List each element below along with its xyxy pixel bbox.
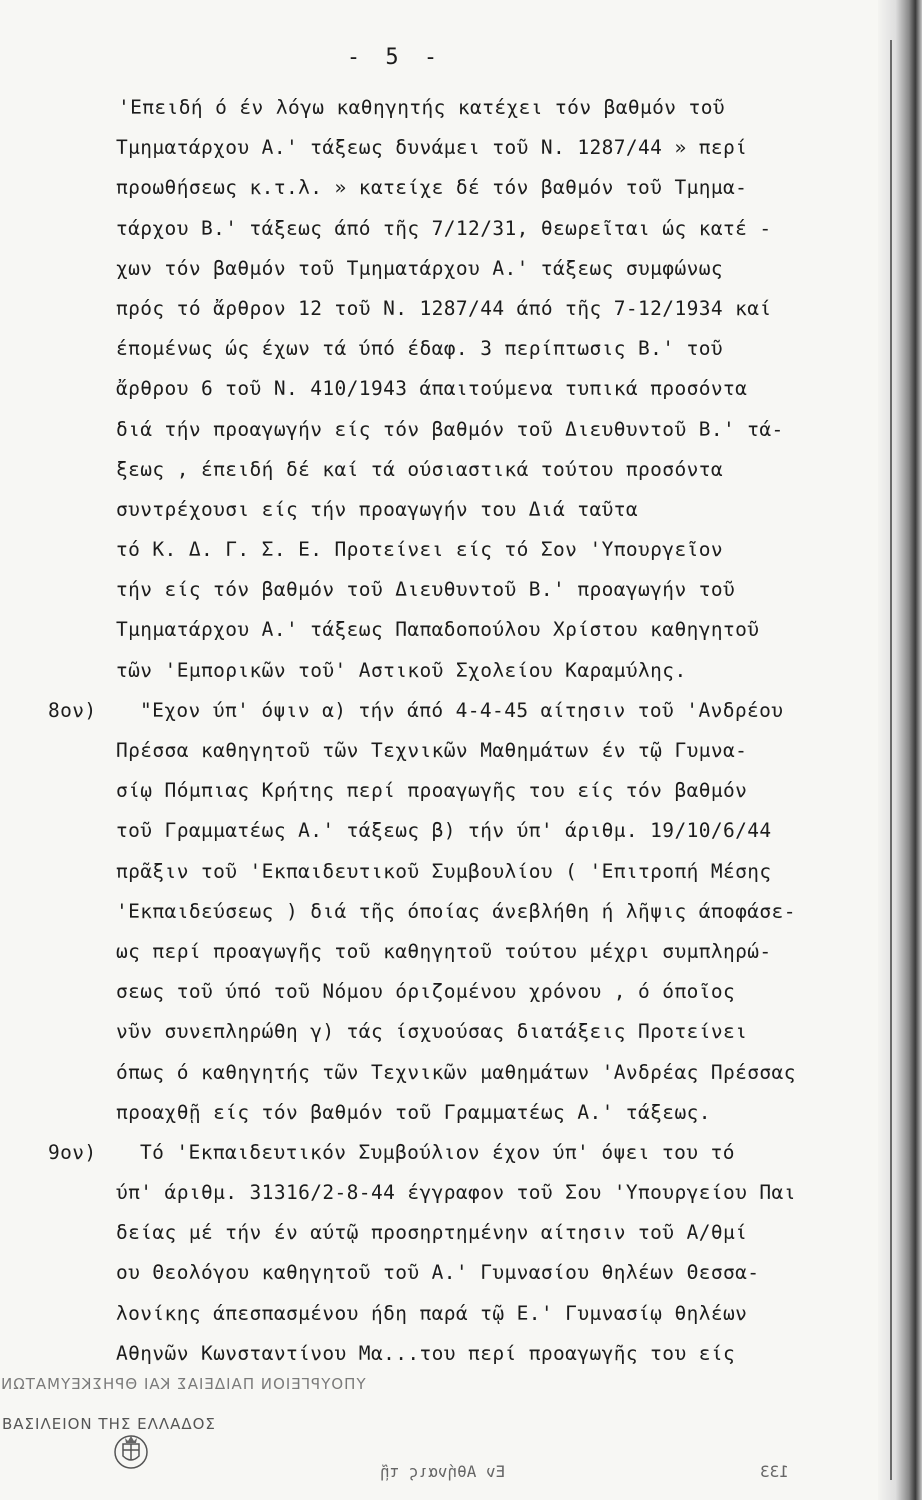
text-line	[48, 329, 878, 369]
text-line	[48, 1294, 878, 1334]
text-line	[48, 289, 878, 329]
line-text: διά τήν προαγωγήν είς τόν βαθμόν τοῦ Διευθυντοῦ Β.' τά-	[116, 417, 784, 441]
line-text: Πρέσσα καθηγητοῦ τῶν Τεχνικῶν Μαθημάτων έν τῷ Γυμνα-	[116, 739, 748, 762]
line-text: Τμηματάρχου Α.' τάξεως Παπαδοπούλου Χρίστου καθηγητοῦ	[116, 618, 760, 642]
text-line	[48, 410, 878, 450]
page-number: - 5 -	[346, 45, 444, 70]
text-line	[48, 209, 878, 249]
line-text: ου Θεολόγου καθηγητοῦ τοῦ Α.' Γυμνασίου θηλέων Θεσσα-	[116, 1261, 760, 1285]
line-text: νῦν συνεπληρώθη γ) τάς ίσχυούσας διατάξεις Προτείνει	[116, 1020, 748, 1044]
text-line	[48, 1093, 878, 1133]
line-text: συντρέχουσι είς τήν προαγωγήν του Διά ταῦτα	[116, 497, 639, 521]
text-line	[48, 168, 878, 208]
text-line	[48, 1334, 878, 1374]
line-text: σεως τοῦ ύπό τοῦ Νόμου όριζομένου χρόνου , ό όποῖος	[116, 980, 736, 1004]
line-text: 'Εκπαιδεύσεως ) διά τῆς όποίας άνεβλήθη ή λῆψις άποφάσε-	[116, 899, 796, 923]
stamp-mirrored-text: ΥΠΟΥΡΓΕΙΟΝ ΠΑΙΔΕΙΑΣ ΚΑΙ ΘΡΗΣΚΕΥΜΑΤΩΝ	[0, 1375, 366, 1393]
text-line	[48, 1133, 878, 1173]
footer-mirrored-text: Εν Αθήναις τῇ	[380, 1462, 506, 1481]
footer-mirrored-number: 133	[760, 1462, 789, 1481]
line-text: προωθήσεως κ.τ.λ. » κατείχε δέ τόν βαθμόν τοῦ Τμημα-	[116, 176, 748, 200]
text-line	[48, 1173, 878, 1213]
text-line	[48, 610, 878, 650]
line-text: όπως ό καθηγητής τῶν Τεχνικῶν μαθημάτων 'Ανδρέας Πρέσσας	[116, 1060, 796, 1084]
line-text: έπομένως ώς έχων τά ύπό έδαφ. 3 περίπτωσις Β.' τοῦ	[116, 337, 723, 361]
text-line	[48, 811, 878, 851]
text-line	[48, 892, 878, 932]
line-text: "Εχον ύπ' όψιν α) τήν άπό 4-4-45 αίτησιν τοῦ 'Ανδρέου	[140, 698, 784, 722]
page-binding-shadow	[878, 0, 922, 1500]
text-line	[48, 1012, 878, 1052]
line-text: προαχθῇ είς τόν βαθμόν τοῦ Γραμματέως Α.' τάξεως.	[116, 1100, 711, 1124]
line-text: ξεως , έπειδή δέ καί τά ούσιαστικά τούτου προσόντα	[116, 457, 723, 481]
line-text: Τμηματάρχου Α.' τάξεως δυνάμει τοῦ Ν. 1287/44 » περί	[116, 136, 748, 160]
stamp-kingdom-text: ΒΑΣΙΛΕΙΟΝ ΤΗΣ ΕΛΛΑΔΟΣ	[2, 1415, 216, 1433]
text-line	[48, 651, 878, 691]
text-line	[48, 972, 878, 1012]
text-line	[48, 570, 878, 610]
line-text: δείας μέ τήν έν αύτῷ προσηρτημένην αίτησιν τοῦ Α/θμί	[116, 1221, 748, 1245]
text-line	[48, 1053, 878, 1093]
text-line	[48, 932, 878, 972]
text-line	[48, 450, 878, 490]
line-text: πρός τό ἄρθρον 12 τοῦ Ν. 1287/44 άπό τῆς 7-12/1934 καί	[116, 296, 772, 320]
line-text: τοῦ Γραμματέως Α.' τάξεως β) τήν ύπ' άριθμ. 19/10/6/44	[116, 819, 772, 843]
line-text: χων τόν βαθμόν τοῦ Τμηματάρχου Α.' τάξεως συμφώνως	[116, 256, 723, 280]
line-text: 'Επειδή ό έν λόγω καθηγητής κατέχει τόν βαθμόν τοῦ	[118, 96, 725, 119]
text-line	[48, 490, 878, 530]
line-text: Τό 'Εκπαιδευτικόν Συμβούλιον έχον ύπ' όψει του τό	[140, 1140, 735, 1164]
item-number: 8ον)	[48, 698, 97, 722]
line-text: τάρχου Β.' τάξεως άπό τῆς 7/12/31, θεωρεῖται ώς κατέ -	[116, 216, 772, 240]
text-line	[48, 852, 878, 892]
line-text: ἄρθρου 6 τοῦ Ν. 410/1943 άπαιτούμενα τυπικά προσόντα	[116, 377, 748, 401]
line-text: λονίκης άπεσπασμένου ήδη παρά τῷ Ε.' Γυμνασίῳ θηλέων	[116, 1301, 748, 1325]
coat-of-arms-seal-icon	[112, 1430, 150, 1472]
text-line	[48, 530, 878, 570]
text-line	[48, 369, 878, 409]
text-line	[48, 88, 878, 128]
text-line	[48, 691, 878, 731]
text-line	[48, 1213, 878, 1253]
line-text: Αθηνῶν Κωνσταντίνου Μα...του περί προαγωγῆς του είς	[116, 1341, 736, 1365]
binding-edge-line	[890, 40, 892, 1480]
document-body	[48, 88, 878, 1374]
line-text: σίῳ Πόμπιας Κρήτης περί προαγωγῆς του είς τόν βαθμόν	[116, 779, 748, 803]
line-text: τῶν 'Εμπορικῶν τοῦ' Αστικοῦ Σχολείου Καραμύλης.	[116, 658, 687, 682]
line-text: ως περί προαγωγῆς τοῦ καθηγητοῦ τούτου μέχρι συμπληρώ-	[116, 939, 772, 963]
text-line	[48, 731, 878, 771]
line-text: ύπ' άριθμ. 31316/2-8-44 έγγραφον τοῦ Σου 'Υπουργείου Παι	[116, 1181, 796, 1205]
line-text: τήν είς τόν βαθμόν τοῦ Διευθυντοῦ Β.' προαγωγήν τοῦ	[116, 578, 736, 602]
text-line	[48, 128, 878, 168]
line-text: τό Κ. Δ. Γ. Σ. Ε. Προτείνει είς τό Σον 'Υπουργεῖον	[116, 538, 723, 562]
item-number: 9ον)	[48, 1140, 97, 1164]
line-text: πρᾶξιν τοῦ 'Εκπαιδευτικοῦ Συμβουλίου ( 'Επιτροπή Μέσης	[116, 859, 772, 883]
text-line	[48, 249, 878, 289]
text-line	[48, 771, 878, 811]
text-line	[48, 1253, 878, 1293]
